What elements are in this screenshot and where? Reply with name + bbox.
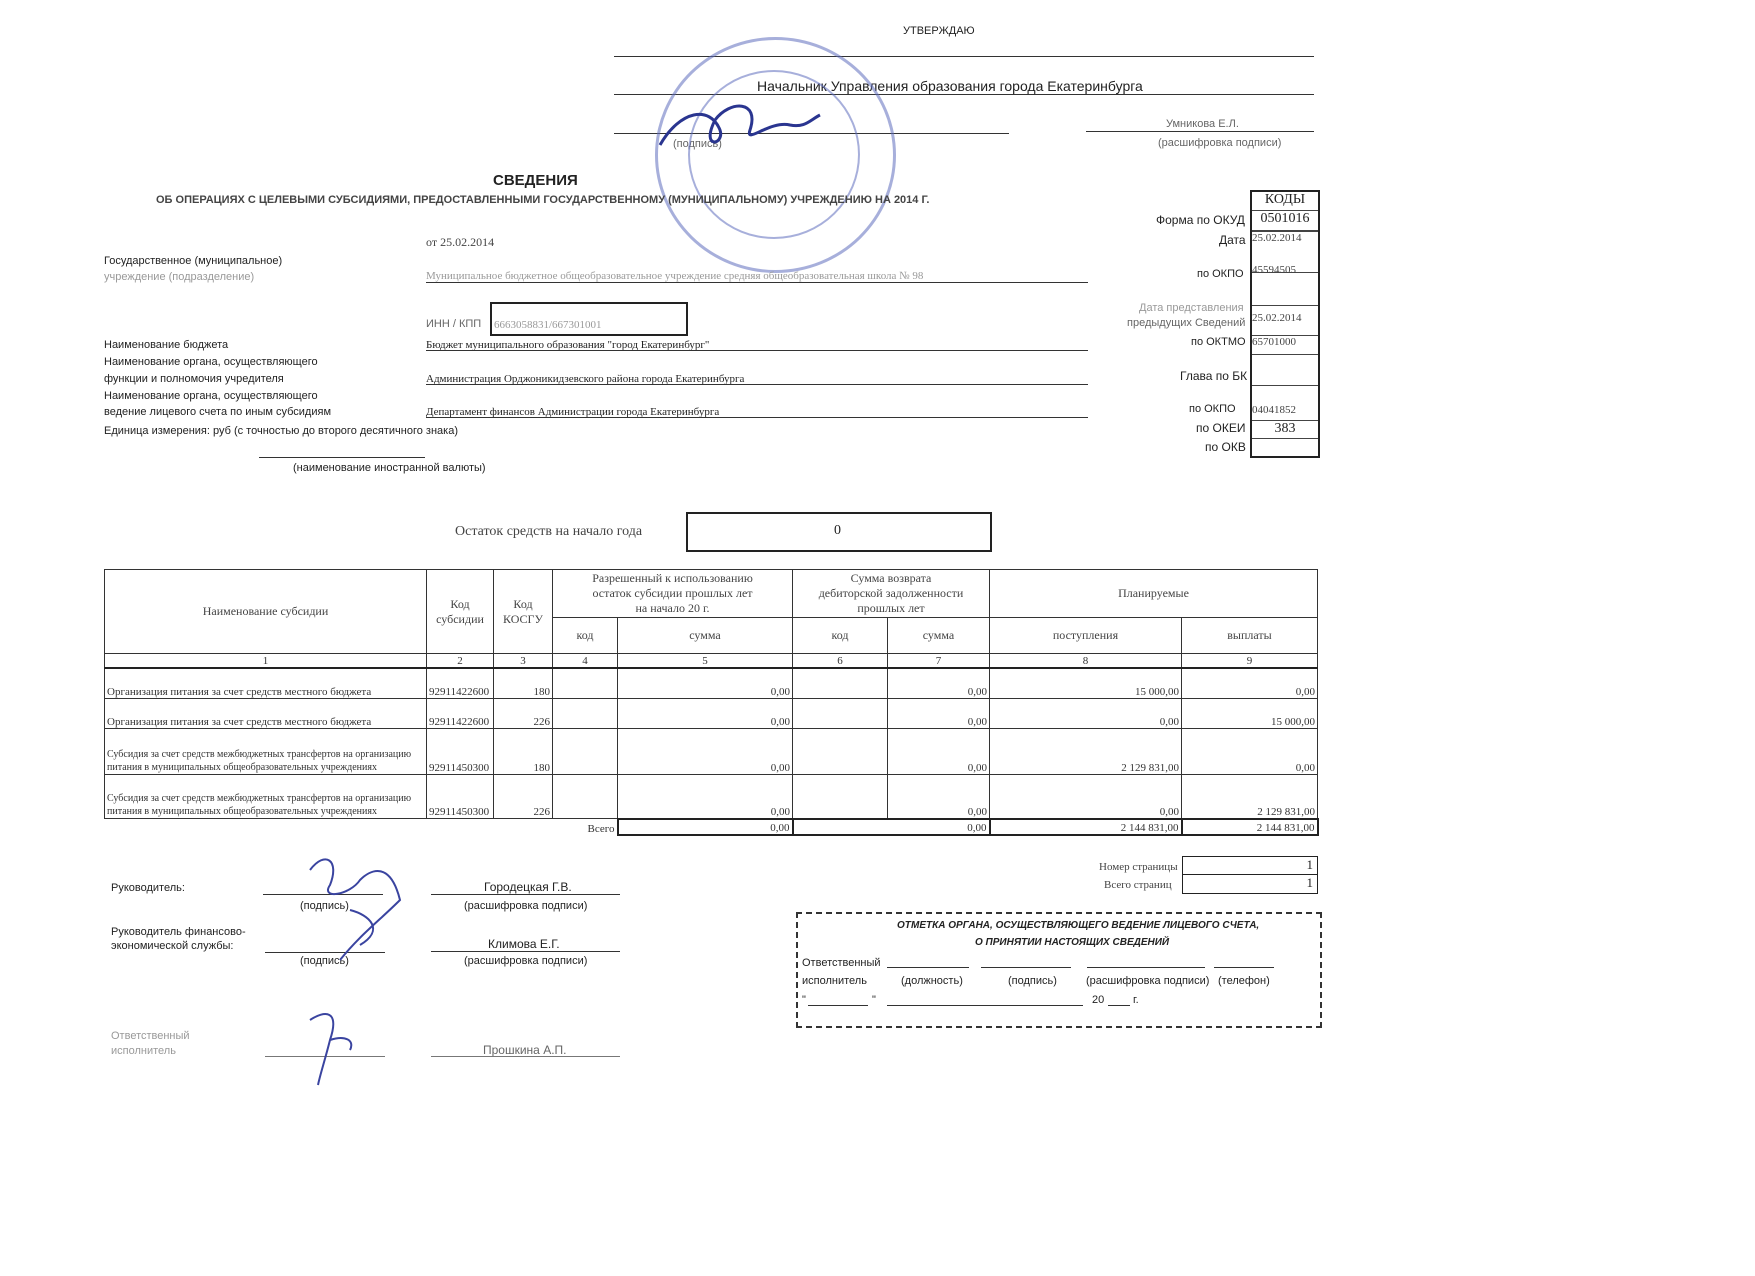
th-kosgu-2: КОСГУ: [503, 611, 543, 626]
info-org2-line: [426, 417, 1088, 418]
info-org1-line: [426, 384, 1088, 385]
approve-sign-label: (подпись): [673, 138, 722, 150]
row-kosgu: 180: [494, 729, 553, 775]
th-code-2: субсидии: [436, 611, 484, 626]
resp-label-1: Ответственный: [111, 1030, 190, 1042]
mark-sign-line: [981, 967, 1071, 968]
row-s1: 0,00: [618, 699, 793, 729]
info-currency-line: [259, 457, 425, 458]
row-code: 92911450300: [427, 729, 494, 775]
row-in: 0,00: [990, 699, 1182, 729]
balance-value: 0: [834, 523, 841, 538]
row-code: 92911422600: [427, 699, 494, 729]
mark-quote-1: ": [802, 994, 806, 1006]
row-s1: 0,00: [618, 668, 793, 699]
th-rem-1: Разрешенный к использованию: [592, 571, 753, 585]
mark-year-line: [1108, 1005, 1130, 1006]
total-pages-label: Всего страниц: [1104, 879, 1172, 891]
row-kosgu: 226: [494, 775, 553, 819]
th-ret-3: прошлых лет: [857, 601, 925, 615]
fin-label-2: экономической службы:: [111, 940, 234, 952]
info-org2-label-1: Наименование органа, осуществляющего: [104, 390, 318, 402]
head-name-line: [431, 894, 620, 895]
row-k1: [553, 775, 618, 819]
resp-label-2: исполнитель: [111, 1045, 176, 1057]
info-budget-label: Наименование бюджета: [104, 339, 229, 351]
codes-box: [1250, 190, 1320, 458]
codes-okpo2-label: по ОКПО: [1189, 403, 1236, 415]
mark-resp-2: исполнитель: [802, 975, 867, 987]
codes-okv: [1252, 439, 1318, 456]
info-unit: Единица измерения: руб (с точностью до второго десятичного знака): [104, 425, 458, 437]
codes-oktmo-label: по ОКТМО: [1191, 336, 1246, 348]
mark-month-line: [887, 1005, 1083, 1006]
th-in: поступления: [990, 618, 1182, 654]
th-name: [105, 570, 427, 654]
col-num: 5: [618, 654, 793, 668]
doc-title: СВЕДЕНИЯ: [493, 172, 578, 189]
row-name: Организация питания за счет средств местного бюджета: [105, 668, 427, 699]
total-pages-box: [1182, 874, 1318, 894]
row-in: 2 129 831,00: [990, 729, 1182, 775]
fin-decode-label: (расшифровка подписи): [464, 955, 588, 967]
mark-sign: (подпись): [1008, 975, 1057, 987]
row-s2: 0,00: [888, 775, 990, 819]
mark-decode-line: [1087, 967, 1205, 968]
fin-name: Климова Е.Г.: [488, 937, 560, 951]
approve-title: УТВЕРЖДАЮ: [903, 25, 975, 37]
row-kosgu: 180: [494, 668, 553, 699]
col-num: 7: [888, 654, 990, 668]
row-code: 92911450300: [427, 775, 494, 819]
th-kosgu: [494, 570, 553, 654]
th-code: [427, 570, 494, 654]
th-sum-2: сумма: [888, 618, 990, 654]
info-org1-label-1: Наименование органа, осуществляющего: [104, 356, 318, 368]
col-num: 6: [793, 654, 888, 668]
codes-title: КОДЫ: [1252, 192, 1318, 211]
th-plan-text: Планируемые: [1118, 586, 1189, 600]
codes-glava-label: Глава по БК: [1180, 369, 1248, 383]
page-number: 1: [1306, 857, 1313, 872]
fin-label-1: Руководитель финансово-: [111, 926, 246, 938]
table-row: [105, 668, 1318, 699]
head-name: Городецкая Г.В.: [484, 880, 572, 894]
info-org1-label-2: функции и полномочия учредителя: [104, 373, 284, 385]
codes-okpo-border: [1252, 273, 1318, 306]
th-return: [793, 570, 990, 618]
codes-okud: 0501016: [1252, 211, 1318, 232]
col-num: 2: [427, 654, 494, 668]
doc-subtitle: ОБ ОПЕРАЦИЯХ С ЦЕЛЕВЫМИ СУБСИДИЯМИ, ПРЕДОСТАВЛЕННЫМИ ГОСУДАРСТВЕННОМУ (МУНИЦИПАЛЬНОМУ) УЧРЕЖДЕНИЮ НА 2014 Г.: [156, 194, 930, 206]
th-kosgu-1: Код: [513, 596, 533, 611]
mark-g: г.: [1133, 994, 1139, 1006]
row-s2: 0,00: [888, 699, 990, 729]
approve-position: Начальник Управления образования города Екатеринбурга: [757, 78, 1143, 94]
total-pages: 1: [1306, 875, 1313, 890]
row-name: Субсидия за счет средств межбюджетных трансфертов на организацию питания в муниципальных общеобразовательных учреждениях: [105, 729, 427, 775]
mark-title-1: ОТМЕТКА ОРГАНА, ОСУЩЕСТВЛЯЮЩЕГО ВЕДЕНИЕ ЛИЦЕВОГО СЧЕТА,: [897, 920, 1260, 931]
row-out: 0,00: [1182, 668, 1318, 699]
total-k2: [793, 819, 888, 835]
mark-year: 20: [1092, 994, 1105, 1006]
mark-phone: (телефон): [1218, 975, 1270, 987]
table-row: [105, 699, 1318, 729]
row-k2: [793, 699, 888, 729]
col-num: 9: [1182, 654, 1318, 668]
approve-signature: [640, 90, 840, 170]
mark-phone-line: [1214, 967, 1274, 968]
row-s1: 0,00: [618, 775, 793, 819]
codes-oktmo: 65701000: [1252, 336, 1318, 355]
th-sum-1: сумма: [618, 618, 793, 654]
head-signature: [290, 840, 420, 970]
doc-date: от 25.02.2014: [426, 235, 495, 249]
th-ret-1: Сумма возврата: [850, 571, 932, 585]
mark-pos: (должность): [901, 975, 963, 987]
mark-pos-line: [887, 967, 969, 968]
head-sign-label: (подпись): [300, 900, 349, 912]
row-k1: [553, 729, 618, 775]
info-budget-line: [426, 350, 1088, 351]
info-org2-label-2: ведение лицевого счета по иным субсидиям: [104, 406, 332, 418]
row-out: 0,00: [1182, 729, 1318, 775]
approve-name: Умникова Е.Л.: [1166, 118, 1239, 130]
th-out: выплаты: [1182, 618, 1318, 654]
table-row: [105, 775, 1318, 819]
subsidy-table: [104, 569, 1319, 836]
codes-okud-label: Форма по ОКУД: [1156, 213, 1245, 227]
row-in: 0,00: [990, 775, 1182, 819]
row-out: 15 000,00: [1182, 699, 1318, 729]
th-ret-2: дебиторской задолженности: [818, 586, 964, 600]
codes-prev-label-1: Дата представления: [1139, 302, 1244, 314]
row-k1: [553, 699, 618, 729]
info-org1: Администрация Орджоникидзевского района города Екатеринбурга: [426, 373, 745, 385]
info-currency-label: (наименование иностранной валюты): [293, 462, 486, 474]
info-inn: 6663058831/667301001: [494, 319, 602, 331]
page-number-label: Номер страницы: [1099, 861, 1178, 873]
codes-okei-label: по ОКЕИ: [1196, 421, 1246, 435]
col-num: 1: [105, 654, 427, 668]
th-rem-2: остаток субсидии прошлых лет: [592, 586, 753, 600]
codes-okpo: 45594505: [1252, 264, 1296, 276]
total-label: Всего: [105, 819, 618, 835]
codes-okv-label: по ОКВ: [1205, 440, 1246, 454]
head-decode-label: (расшифровка подписи): [464, 900, 588, 912]
approve-name-label: (расшифровка подписи): [1158, 137, 1282, 149]
approve-name-line: [1086, 131, 1314, 132]
table-row: [105, 729, 1318, 775]
row-k1: [553, 668, 618, 699]
total-row: [105, 819, 1318, 835]
info-budget: Бюджет муниципального образования "город Екатеринбург": [426, 339, 710, 351]
row-s1: 0,00: [618, 729, 793, 775]
codes-prev-label-2: предыдущих Сведений: [1127, 317, 1246, 329]
mark-day-line: [808, 1005, 868, 1006]
th-kod-1: код: [553, 618, 618, 654]
mark-quote-2: ": [872, 994, 876, 1006]
th-planned: [990, 570, 1318, 618]
row-name: Организация питания за счет средств местного бюджета: [105, 699, 427, 729]
th-code-1: Код: [450, 596, 470, 611]
resp-name: Прошкина А.П.: [483, 1043, 567, 1057]
mark-title-2: О ПРИНЯТИИ НАСТОЯЩИХ СВЕДЕНИЙ: [975, 937, 1170, 948]
th-kod-2: код: [793, 618, 888, 654]
codes-prev: 25.02.2014: [1252, 312, 1318, 336]
resp-name-line: [431, 1056, 620, 1057]
row-s2: 0,00: [888, 729, 990, 775]
col-num: 4: [553, 654, 618, 668]
total-in: 2 144 831,00: [990, 819, 1182, 835]
codes-glava: [1252, 355, 1318, 386]
info-inst-label-1: Государственное (муниципальное): [104, 255, 283, 267]
th-remainder: [553, 570, 793, 618]
total-out: 2 144 831,00: [1182, 819, 1318, 835]
resp-signature: [300, 1000, 370, 1090]
total-s1: 0,00: [618, 819, 793, 835]
codes-okpo2: 04041852: [1252, 404, 1318, 421]
fin-sign-label: (подпись): [300, 955, 349, 967]
info-inst-label-2: учреждение (подразделение): [104, 271, 255, 283]
th-rem-3: на начало 20 г.: [635, 601, 710, 615]
codes-okpo-label: по ОКПО: [1197, 268, 1244, 280]
total-s2: 0,00: [888, 819, 990, 835]
th-name-text: Наименование субсидии: [202, 604, 329, 618]
page-number-box: [1182, 856, 1318, 875]
info-inn-label: ИНН / КПП: [426, 318, 482, 330]
row-in: 15 000,00: [990, 668, 1182, 699]
fin-name-line: [431, 951, 620, 952]
codes-date: 25.02.2014: [1252, 232, 1318, 273]
row-code: 92911422600: [427, 668, 494, 699]
balance-label: Остаток средств на начало года: [455, 524, 643, 539]
row-name: Субсидия за счет средств межбюджетных трансфертов на организацию питания в муниципальных общеобразовательных учреждениях: [105, 775, 427, 819]
codes-date-label: Дата: [1219, 233, 1246, 247]
col-num: 3: [494, 654, 553, 668]
codes-okei: 383: [1252, 421, 1318, 439]
head-label: Руководитель:: [111, 882, 185, 894]
row-out: 2 129 831,00: [1182, 775, 1318, 819]
row-k2: [793, 775, 888, 819]
row-kosgu: 226: [494, 699, 553, 729]
row-s2: 0,00: [888, 668, 990, 699]
info-org2: Департамент финансов Администрации города Екатеринбурга: [426, 406, 720, 418]
mark-decode: (расшифровка подписи): [1086, 975, 1210, 987]
column-numbers-row: [105, 654, 1318, 668]
info-inst: Муниципальное бюджетное общеобразовательное учреждение средняя общеобразовательная школа № 98: [426, 270, 924, 282]
row-k2: [793, 729, 888, 775]
row-k2: [793, 668, 888, 699]
info-inst-line: [426, 282, 1088, 283]
mark-resp-1: Ответственный: [802, 957, 881, 969]
col-num: 8: [990, 654, 1182, 668]
